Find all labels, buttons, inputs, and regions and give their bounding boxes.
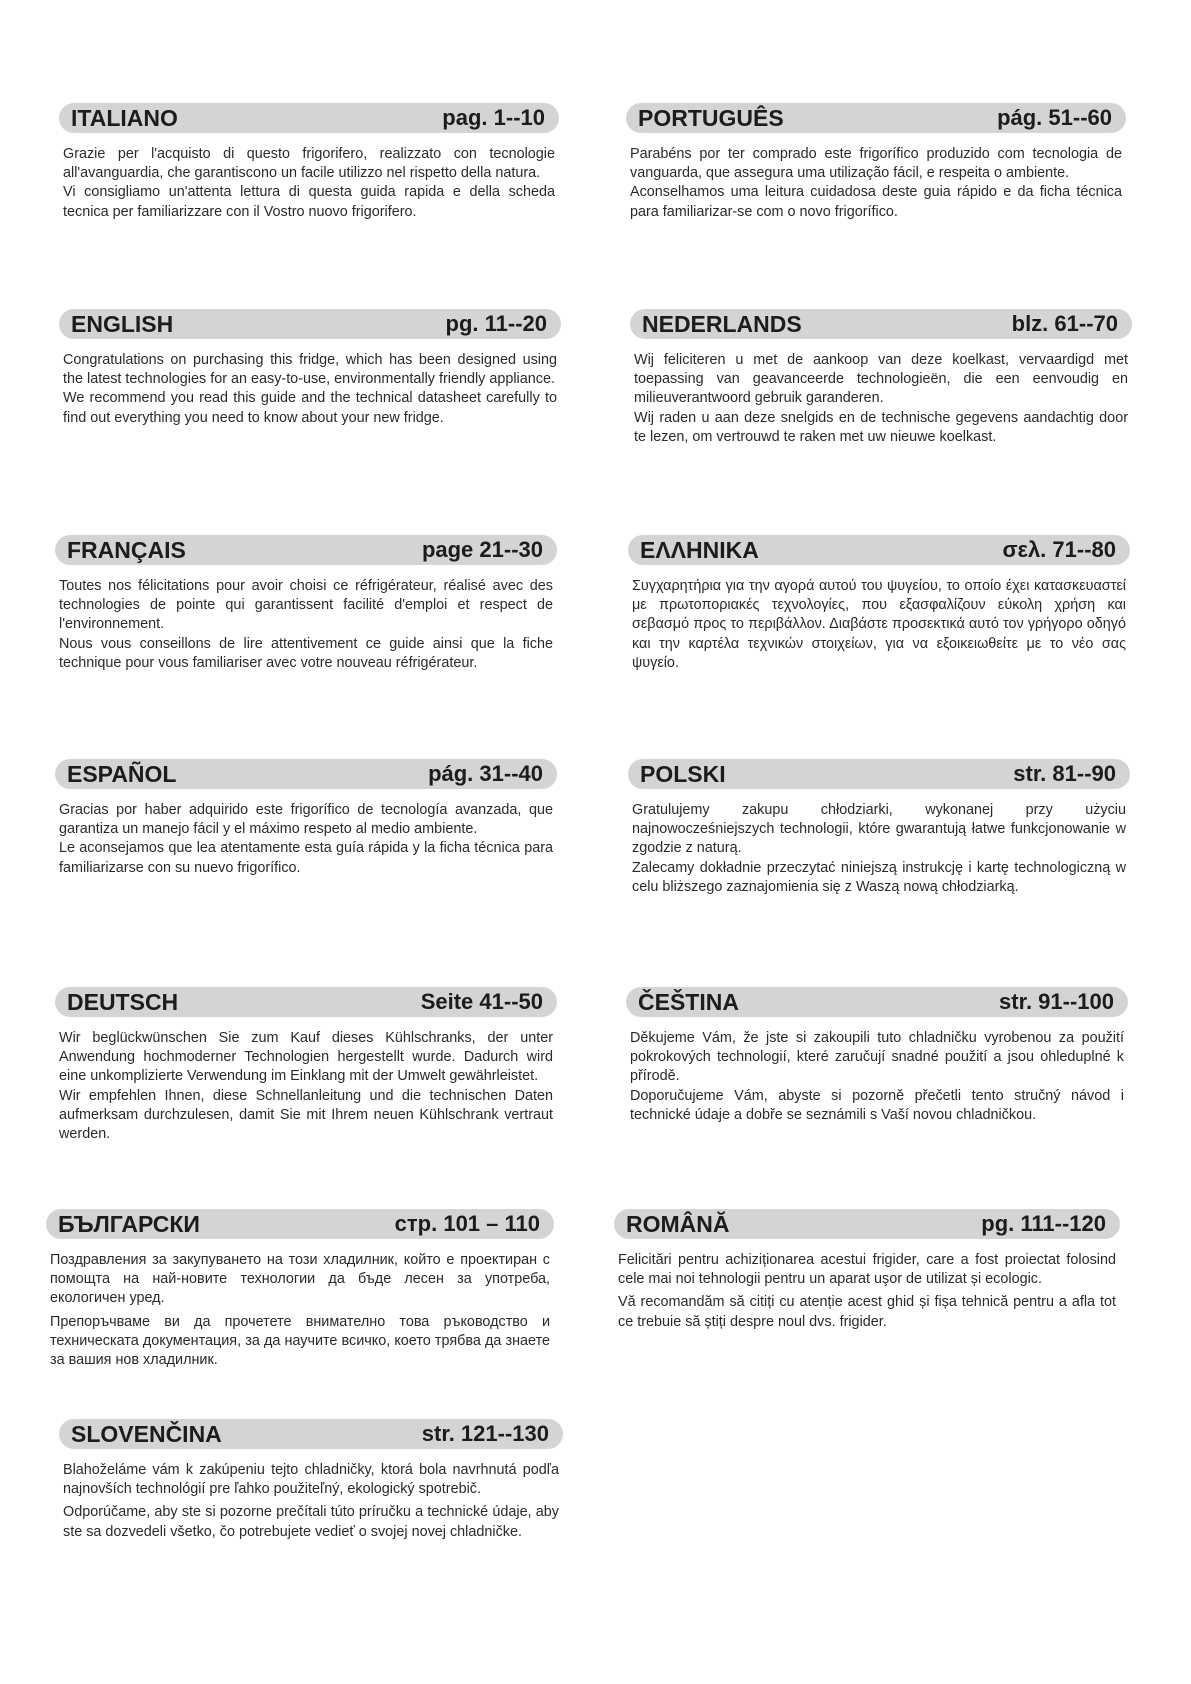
paragraph-1: Gratulujemy zakupu chłodziarki, wykonanej przy użyciu najnowocześniejszych technologii, które gwarantują łatwe funkcjonowanie w zgodzie z naturą.	[632, 802, 1126, 857]
paragraph-1: Grazie per l'acquisto di questo frigorifero, realizzato con tecnologie all'avanguardia, che garantiscono un facile utilizzo nel rispetto della natura.	[63, 146, 555, 182]
section-header	[55, 535, 557, 565]
paragraph-2: Odporúčame, aby ste si pozorne prečítali túto príručku a technické údaje, aby ste sa dozvedeli všetko, čo potrebujete vedieť o svojej novej chladničke.	[63, 1504, 559, 1540]
section-ellinika	[628, 535, 1130, 673]
language-title: PORTUGUÊS	[638, 104, 784, 131]
section-body	[55, 577, 557, 673]
language-title: POLSKI	[640, 760, 726, 787]
section-header	[55, 987, 557, 1017]
section-deutsch	[55, 987, 557, 1144]
page-range: pág. 51--60	[997, 105, 1112, 130]
paragraph-1: Wij feliciteren u met de aankoop van deze koelkast, vervaardigd met toepassing van geavanceerde technologieën, die een eenvoudig en milieuverantwoord gebruik garanderen.	[634, 352, 1128, 407]
section-header	[614, 1209, 1120, 1239]
paragraph-1: Toutes nos félicitations pour avoir choisi ce réfrigérateur, réalisé avec des technologies de pointe qui garantissent facilité d'emploi et respect de l'environnement.	[59, 578, 553, 633]
paragraph-1: Συγχαρητήρια για την αγορά αυτού του ψυγείου, το οποίο έχει κατασκευαστεί με πρωτοποριακές τεχνολογίες, που εξασφαλίζουν εύκολη χρήση και σεβασμό προς το περιβάλλον. Διαβάστε προσεκτικά αυτό τον γρήγορο οδηγό και την καρτέλα τεχνικών στοιχείων, για να εξοικειωθείτε με το νέο σας ψυγείο.	[632, 578, 1126, 671]
page-range: str. 91--100	[999, 989, 1114, 1014]
section-header	[626, 103, 1126, 133]
section-english	[59, 309, 561, 428]
section-body	[59, 145, 559, 222]
page-range: pág. 31--40	[428, 761, 543, 786]
page-range: σελ. 71--80	[1002, 537, 1116, 562]
paragraph-1: Děkujeme Vám, že jste si zakoupili tuto chladničku vyrobenou za použití pokrokových technologií, které zaručují snadné použití a jsou ohleduplné k přírodě.	[630, 1030, 1124, 1085]
page-range: Seite 41--50	[420, 989, 543, 1014]
paragraph-1: Wir beglückwünschen Sie zum Kauf dieses Kühlschranks, der unter Anwendung hochmoderner Technologien hergestellt wurde. Dadurch wird eine unkomplizierte Verwendung im Einklang mit der Umwelt gewährleistet.	[59, 1030, 553, 1085]
section-nederlands	[630, 309, 1132, 447]
section-header	[55, 759, 557, 789]
section-body	[55, 1029, 557, 1144]
page-range: blz. 61--70	[1011, 311, 1118, 336]
paragraph-2: Aconselhamos uma leitura cuidadosa deste guia rápido e da ficha técnica para familiarizar-se com o novo frigorífico.	[630, 184, 1122, 220]
page-range: pg. 11--20	[445, 311, 547, 336]
paragraph-2: Nous vous conseillons de lire attentivement ce guide ainsi que la fiche technique pour vous familiariser avec votre nouveau réfrigérateur.	[59, 635, 553, 671]
page-range: pag. 1--10	[442, 105, 545, 130]
paragraph-1: Gracias por haber adquirido este frigorífico de tecnología avanzada, que garantiza un manejo fácil y el máximo respeto al medio ambiente.	[59, 802, 553, 838]
language-title: ENGLISH	[71, 310, 174, 337]
section-body	[614, 1251, 1120, 1332]
paragraph-1: Felicitări pentru achiziționarea acestui frigider, care a fost proiectat folosind cele mai noi tehnologii pentru un aparat uşor de utilizat și ecologic.	[618, 1252, 1116, 1288]
section-header	[630, 309, 1132, 339]
page-range: стр. 101 – 110	[394, 1211, 540, 1236]
paragraph-2: Vi consigliamo un'attenta lettura di questa guida rapida e della scheda tecnica per familiarizzare con il Vostro nuovo frigorifero.	[63, 184, 555, 220]
section-body	[55, 801, 557, 878]
section-body	[630, 351, 1132, 447]
paragraph-2: Doporučujeme Vám, abyste si pozorně přečetli tento stručný návod i technické údaje a dobře se seznámili s Vaší novou chladničkou.	[630, 1087, 1124, 1123]
page-range: page 21--30	[421, 537, 543, 562]
section-header	[46, 1209, 554, 1239]
section-header	[628, 535, 1130, 565]
language-title: ESPAÑOL	[67, 760, 177, 787]
section-francais	[55, 535, 557, 673]
section-header	[59, 1419, 563, 1449]
section-header	[59, 103, 559, 133]
language-title: ROMÂNĂ	[626, 1210, 730, 1237]
language-title: FRANÇAIS	[67, 536, 186, 563]
language-title: ČEŠTINA	[638, 988, 739, 1015]
section-body	[59, 1461, 563, 1542]
page-range: str. 81--90	[1013, 761, 1116, 786]
paragraph-2: Препоръчваме ви да прочетете внимателно това ръководство и техническата документация, за да научите всичко, което трябва да знаете за вашия нов хладилник.	[50, 1313, 550, 1369]
section-espanol	[55, 759, 557, 878]
section-slovencina	[59, 1419, 563, 1542]
paragraph-2: Vă recomandăm să citiți cu atenție acest ghid și fișa tehnică pentru a afla tot ce trebuie să știți despre noul dvs. frigider.	[618, 1294, 1116, 1330]
paragraph-2: We recommend you read this guide and the technical datasheet carefully to find out everything you need to know about your new fridge.	[63, 390, 557, 426]
section-body	[628, 577, 1130, 673]
section-italiano	[59, 103, 559, 222]
language-title: БЪЛГАРСКИ	[58, 1210, 200, 1237]
section-romana	[614, 1209, 1120, 1332]
section-header	[626, 987, 1128, 1017]
section-body	[626, 145, 1126, 222]
section-body	[59, 351, 561, 428]
language-title: DEUTSCH	[67, 988, 179, 1015]
paragraph-1: Congratulations on purchasing this fridge, which has been designed using the latest technologies for an easy-to-use, environmentally friendly appliance.	[63, 352, 557, 388]
section-header	[628, 759, 1130, 789]
section-body	[626, 1029, 1128, 1125]
section-header	[59, 309, 561, 339]
section-body	[46, 1251, 554, 1370]
section-body	[628, 801, 1130, 897]
section-bulgarski	[46, 1209, 554, 1370]
section-portugues	[626, 103, 1126, 222]
page-range: str. 121--130	[421, 1421, 549, 1446]
section-cestina	[626, 987, 1128, 1125]
paragraph-2: Zalecamy dokładnie przeczytać niniejszą instrukcję i kartę technologiczną w celu bliższego zaznajomienia się z Waszą nową chłodziarką.	[632, 859, 1126, 895]
paragraph-2: Wij raden u aan deze snelgids en de technische gegevens aandachtig door te lezen, om vertrouwd te raken met uw nieuwe koelkast.	[634, 409, 1128, 445]
page-range: pg. 111--120	[981, 1211, 1106, 1236]
paragraph-1: Blahoželáme vám k zakúpeniu tejto chladničky, ktorá bola navrhnutá podľa najnovších technológií pre ľahko použiteľný, ekologický spotrebič.	[63, 1462, 559, 1498]
section-polski	[628, 759, 1130, 897]
paragraph-1: Поздравления за закупуването на този хладилник, който е проектиран с помощта на най-новите технологии да бъде лесен за употреба, екологичен уред.	[50, 1252, 550, 1307]
paragraph-2: Le aconsejamos que lea atentamente esta guía rápida y la ficha técnica para familiarizarse con su nuevo frigorífico.	[59, 840, 553, 876]
language-title: ΕΛΛΗΝΙΚΑ	[640, 536, 759, 563]
language-title: SLOVENČINA	[71, 1420, 222, 1447]
paragraph-2: Wir empfehlen Ihnen, diese Schnellanleitung und die technischen Daten aufmerksam durchzulesen, damit Sie mit Ihrem neuen Kühlschrank vertraut werden.	[59, 1087, 553, 1143]
language-title: ITALIANO	[71, 104, 178, 131]
language-title: NEDERLANDS	[642, 310, 802, 337]
paragraph-1: Parabéns por ter comprado este frigorífico produzido com tecnologia de vanguarda, que assegura uma utilização fácil, e respeita o ambiente.	[630, 146, 1122, 182]
